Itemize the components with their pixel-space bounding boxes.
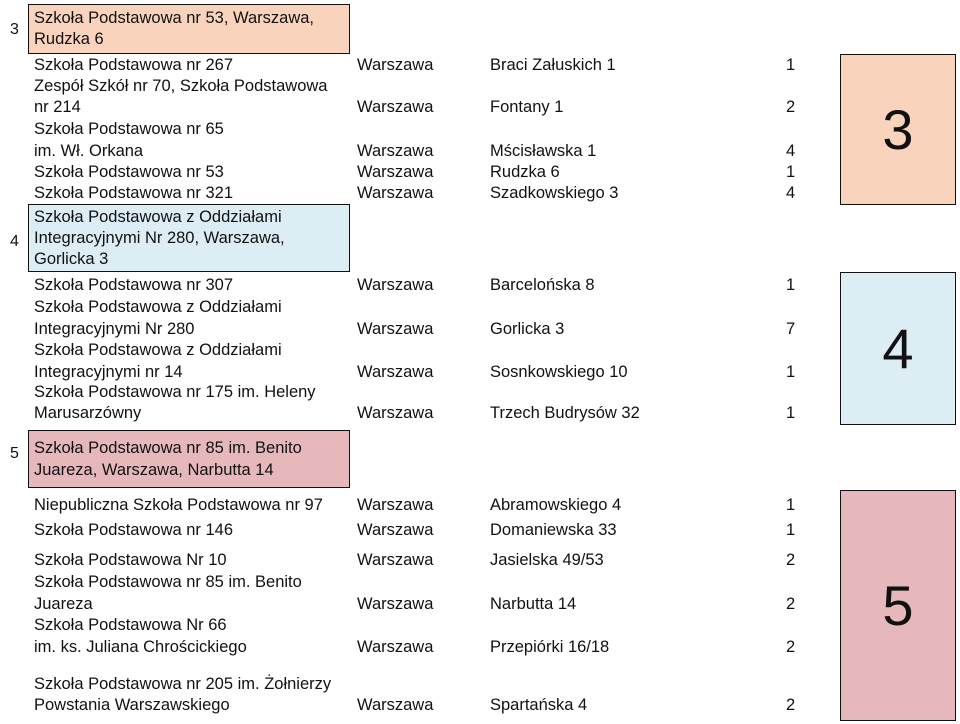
count: 1 (786, 363, 796, 381)
count: 1 (786, 521, 796, 539)
street: Mścisławska 1 (490, 142, 597, 160)
street: Abramowskiego 4 (490, 496, 622, 514)
city: Warszawa (357, 551, 434, 569)
school-name: Integracyjnymi Nr 280 (34, 320, 195, 338)
city: Warszawa (357, 363, 434, 381)
group-big-number-box (840, 54, 956, 205)
group-big-number: 4 (882, 316, 914, 380)
group-number: 3 (10, 21, 19, 38)
school-name: Szkoła Podstawowa nr 205 im. Żołnierzy (34, 675, 332, 693)
count: 2 (786, 98, 796, 116)
street: Jasielska 49/53 (490, 551, 604, 569)
count: 2 (786, 638, 796, 656)
school-name: Szkoła Podstawowa nr 175 im. Heleny (34, 383, 316, 401)
group-header-box (28, 204, 350, 272)
group-big-number-box (840, 490, 956, 721)
group-big-number-box (840, 272, 956, 425)
group-header-line: Szkoła Podstawowa nr 85 im. Benito (34, 439, 302, 457)
school-name: Szkoła Podstawowa nr 85 im. Benito (34, 573, 302, 591)
street: Sosnkowskiego 10 (490, 363, 628, 381)
street: Trzech Budrysów 32 (490, 404, 640, 422)
count: 4 (786, 184, 796, 202)
group-header-line: Gorlicka 3 (34, 250, 109, 268)
group-number: 5 (10, 445, 19, 462)
street: Gorlicka 3 (490, 320, 565, 338)
school-name: Szkoła Podstawowa Nr 10 (34, 551, 227, 569)
school-name: Integracyjnymi nr 14 (34, 363, 183, 381)
group-header-box (28, 4, 350, 54)
group-big-number: 5 (882, 573, 914, 637)
city: Warszawa (357, 595, 434, 613)
count: 2 (786, 595, 796, 613)
street: Przepiórki 16/18 (490, 638, 610, 656)
city: Warszawa (357, 276, 434, 294)
street: Fontany 1 (490, 98, 564, 116)
count: 1 (786, 163, 796, 181)
school-name: Szkoła Podstawowa nr 267 (34, 56, 234, 74)
school-name: Niepubliczna Szkoła Podstawowa nr 97 (34, 496, 323, 514)
group-header-line: Rudzka 6 (34, 30, 104, 48)
street: Szadkowskiego 3 (490, 184, 619, 202)
school-name: Zespół Szkół nr 70, Szkoła Podstawowa (34, 77, 328, 95)
school-name: Szkoła Podstawowa Nr 66 (34, 616, 227, 634)
school-name: nr 214 (34, 98, 81, 116)
school-name: Szkoła Podstawowa z Oddziałami (34, 298, 282, 316)
group-number: 4 (10, 233, 19, 250)
city: Warszawa (357, 184, 434, 202)
city: Warszawa (357, 696, 434, 714)
city: Warszawa (357, 320, 434, 338)
school-name: Marusarzówny (34, 404, 142, 422)
count: 7 (786, 320, 796, 338)
school-name: im. Wł. Orkana (34, 142, 144, 160)
street: Spartańska 4 (490, 696, 588, 714)
city: Warszawa (357, 638, 434, 656)
school-name: Juareza (34, 595, 93, 613)
school-name: Szkoła Podstawowa nr 53 (34, 163, 224, 181)
group-header-line: Szkoła Podstawowa z Oddziałami (34, 208, 282, 226)
count: 1 (786, 404, 796, 422)
city: Warszawa (357, 163, 434, 181)
street: Braci Załuskich 1 (490, 56, 616, 74)
count: 2 (786, 696, 796, 714)
street: Barcelońska 8 (490, 276, 595, 294)
count: 1 (786, 276, 796, 294)
count: 1 (786, 496, 796, 514)
school-name: Szkoła Podstawowa nr 307 (34, 276, 234, 294)
school-name: Szkoła Podstawowa nr 146 (34, 521, 234, 539)
group-header-line: Szkoła Podstawowa nr 53, Warszawa, (34, 9, 315, 27)
city: Warszawa (357, 98, 434, 116)
city: Warszawa (357, 496, 434, 514)
group-header-line: Integracyjnymi Nr 280, Warszawa, (34, 229, 285, 247)
count: 2 (786, 551, 796, 569)
city: Warszawa (357, 142, 434, 160)
school-name: Szkoła Podstawowa nr 65 (34, 120, 224, 138)
group-header-box (28, 430, 350, 488)
school-name: Szkoła Podstawowa z Oddziałami (34, 341, 282, 359)
school-name: Powstania Warszawskiego (34, 696, 230, 714)
group-header-line: Juareza, Warszawa, Narbutta 14 (34, 461, 274, 479)
city: Warszawa (357, 404, 434, 422)
count: 1 (786, 56, 796, 74)
street: Narbutta 14 (490, 595, 577, 613)
school-name: Szkoła Podstawowa nr 321 (34, 184, 234, 202)
school-name: im. ks. Juliana Chrościckiego (34, 638, 247, 656)
city: Warszawa (357, 521, 434, 539)
city: Warszawa (357, 56, 434, 74)
street: Domaniewska 33 (490, 521, 617, 539)
street: Rudzka 6 (490, 163, 560, 181)
count: 4 (786, 142, 796, 160)
group-big-number: 3 (882, 97, 914, 161)
